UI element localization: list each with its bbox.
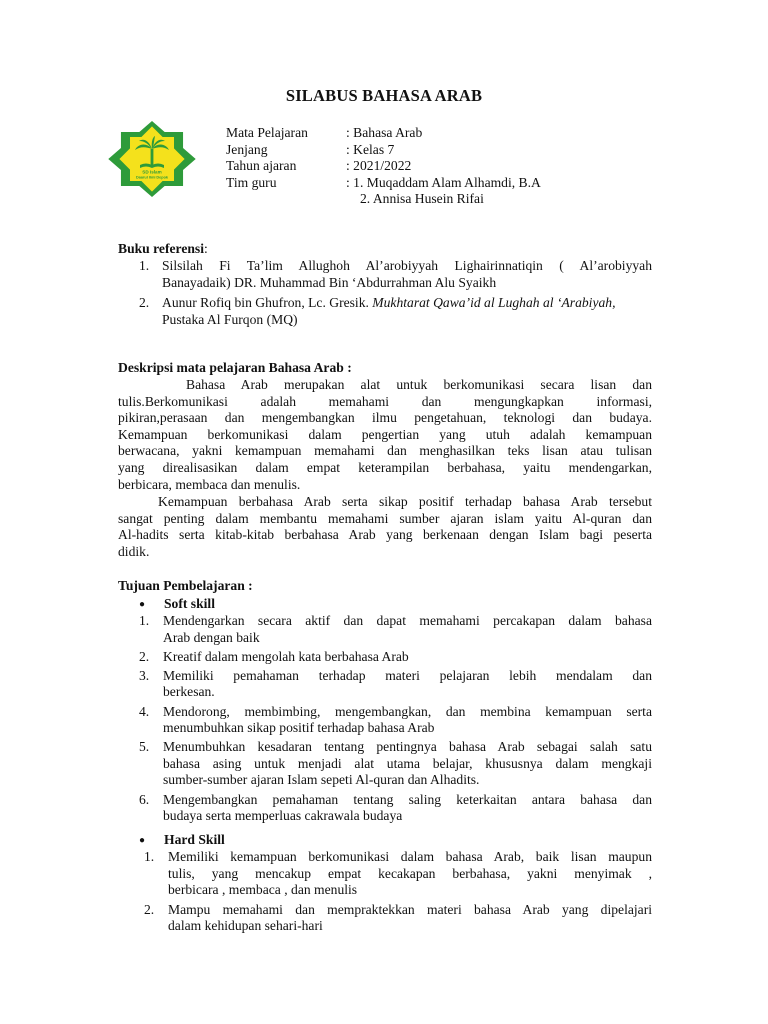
- list-item-number: 6.: [139, 791, 150, 807]
- school-logo: [106, 120, 198, 198]
- meta-row-subject: Mata Pelajaran : Bahasa Arab: [226, 125, 423, 140]
- list-item-line: Mendorong, membimbing, mengembangkan, dan membina kemampuan serta: [163, 703, 652, 719]
- logo-text-line1: SD Islam: [142, 169, 162, 175]
- list-item-line: dalam kehidupan sehari-hari: [168, 918, 323, 934]
- referensi-heading: Buku referensi:: [118, 241, 208, 256]
- list-item-line: Memiliki kemampuan berkomunikasi dalam bahasa Arab, baik lisan maupun: [168, 849, 652, 864]
- meta-row-year: Tahun ajaran : 2021/2022: [226, 158, 412, 174]
- list-item-line: berbicara , membaca , dan menulis: [168, 882, 358, 898]
- deskripsi-paragraph-1: Bahasa Arab merupakan alat untuk berkomunikasi secara lisan dan tulis.Berkomunikasi adalah memahami dan mengungkapkan informasi, pikiran,perasaan dan mengembangkan ilmu pengetahuan, teknologi dan budaya. Kemampuan berkomunikasi dalam pengertian yang utuh adalah kemampuan berwacana, yakni kemampuan memahami dan menghasilkan teks lisan atau tulisan yang direalisasikan dalam empat keterampilan berbahasa, yaitu mendengarkan, berbicara, membaca dan menulis.: [118, 377, 652, 492]
- list-item-line: bahasa asing untuk menjadi alat utama belajar, khususnya dalam mengkaji: [163, 755, 652, 771]
- meta-row-level: Jenjang : Kelas 7: [226, 141, 395, 157]
- list-item-line: Kreatif dalam mengolah kata berbahasa Arab: [163, 648, 409, 664]
- deskripsi-heading: Deskripsi mata pelajaran Bahasa Arab :: [118, 360, 352, 375]
- referensi-item-1-line2: Banayadaik) DR. Muhammad Bin ‘Abdurrahman Alu Syaikh: [162, 275, 497, 290]
- deskripsi-paragraph-2: Kemampuan berbahasa Arab serta sikap positif terhadap bahasa Arab tersebut sangat penting dalam membantu memahami sumber ajaran islam yaitu Al-quran dan Al-hadits serta kitab-kitab berbahasa Arab yang berkenaan dengan Islam bagi peserta didik.: [118, 494, 652, 559]
- referensi-item-2-line2: Pustaka Al Furqon (MQ): [162, 312, 298, 327]
- list-item-number: 4.: [139, 703, 150, 719]
- referensi-item-2-line1: Aunur Rofiq bin Ghufron, Lc. Gresik. Mukhtarat Qawa’id al Lughah al ‘Arabiyah,: [162, 295, 616, 310]
- course-meta: [226, 125, 541, 208]
- hard-skill-label: Hard Skill: [164, 832, 225, 847]
- list-item-line: sumber-sumber ajaran Islam sepeti Al-quran dan Alhadits.: [163, 772, 480, 788]
- logo-text-line2: Daarul Ilmi Depok: [135, 175, 169, 180]
- referensi-item-1-line1: Silsilah Fi Ta’lim Allughoh Al’arobiyyah Lighairinnatiqin ( Al’arobiyyah: [162, 258, 652, 273]
- tujuan-heading: Tujuan Pembelajaran :: [118, 578, 253, 593]
- list-item-number: 5.: [139, 739, 150, 755]
- document-title: SILABUS BAHASA ARAB: [285, 86, 483, 105]
- referensi-num-1: 1.: [139, 258, 150, 273]
- list-item-line: Menumbuhkan kesadaran tentang pentingnya bahasa Arab sebagai salah satu: [163, 739, 652, 755]
- list-item-number: 3.: [139, 667, 150, 683]
- meta-row-team-continuation: 2. Annisa Husein Rifai: [360, 191, 484, 207]
- hard-skill-bullet-icon: ●: [139, 835, 146, 846]
- list-item-line: Mampu memahami dan mempraktekkan materi bahasa Arab yang dipelajari: [168, 901, 652, 917]
- list-item-line: budaya serta memperluas cakrawala budaya: [163, 808, 403, 824]
- soft-skill-label: Soft skill: [164, 596, 215, 611]
- list-item-number: 1.: [139, 613, 150, 628]
- list-item-line: Mengembangkan pemahaman tentang saling keterkaitan antara bahasa dan: [163, 791, 652, 807]
- list-item-line: berkesan.: [163, 684, 215, 700]
- list-item-line: tulis, yang mencakup empat kecakapan berbahasa, yakni menyimak ,: [168, 865, 652, 881]
- list-item-line: Memiliki pemahaman terhadap materi pelajaran lebih mendalam dan: [163, 667, 652, 683]
- referensi-num-2: 2.: [139, 295, 150, 310]
- list-item-line: Arab dengan baik: [163, 629, 260, 645]
- list-item-number: 2.: [139, 648, 150, 664]
- list-item-line: Mendengarkan secara aktif dan dapat memahami percakapan dalam bahasa: [163, 613, 652, 628]
- meta-row-team: Tim guru : 1. Muqaddam Alam Alhamdi, B.A: [226, 174, 541, 190]
- logo-emblem-icon: [106, 120, 198, 198]
- list-item-number: 1.: [144, 849, 155, 864]
- list-item-number: 2.: [144, 901, 155, 917]
- list-item-line: menumbuhkan sikap positif terhadap bahasa Arab: [163, 720, 435, 736]
- soft-skill-bullet-icon: ●: [139, 599, 146, 610]
